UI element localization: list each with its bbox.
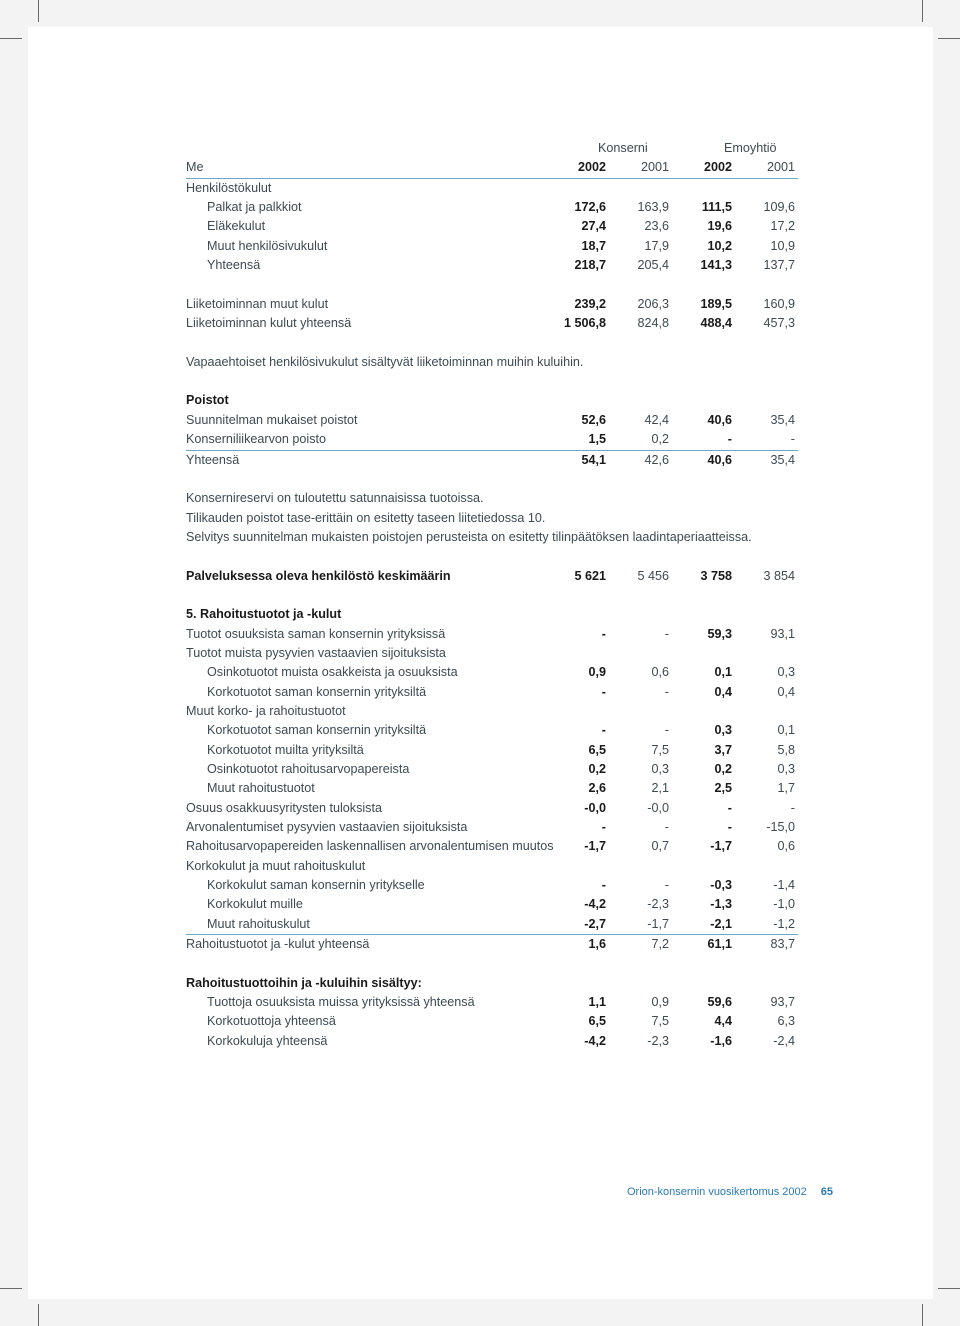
row-label: Korkokulut saman konsernin yritykselle [207,878,425,893]
value-cell: 54,1 [581,452,606,467]
row-label: Liiketoiminnan muut kulut [186,296,329,311]
value-cell: - [601,878,606,893]
year-cell: 2001 [766,160,795,175]
row-label: Osinkotuotot rahoitusarvopapereista [207,762,410,776]
value-cell: 42,6 [644,452,669,467]
value-cell: 0,2 [588,762,606,776]
table-row [186,411,798,430]
row-label: Suunnitelman mukaiset poistot [186,412,358,427]
row-label: Rahoitusarvopapereiden laskennallisen arvonalentumisen muutos [186,839,554,854]
value-cell: 0,3 [714,723,732,738]
value-cell: 27,4 [581,219,606,234]
row-label: Yhteensä [207,258,261,273]
value-cell: 7,5 [651,1014,669,1029]
row-label: Tuottoja osuuksista muissa yrityksissä yhteensä [207,995,475,1010]
value-cell: -1,7 [647,916,669,931]
value-cell: - [664,684,669,699]
value-cell: 6,3 [777,1014,795,1029]
value-cell: - [727,800,732,815]
subsection-heading [186,644,798,663]
value-cell: 239,2 [574,296,606,311]
value-cell: 4,4 [714,1014,732,1029]
table-row [186,663,798,682]
unit-label: Me [186,160,204,175]
value-cell: -1,3 [710,897,732,912]
value-cell: -0,0 [584,800,606,815]
table-row [186,837,798,856]
value-cell: 19,6 [707,219,732,234]
value-cell: -1,4 [773,878,795,893]
row-label: Tilikauden poistot tase-erittäin on esitetty taseen liitetiedossa 10. [186,510,546,525]
row-label: Vapaaehtoiset henkilösivukulut sisältyvät liiketoiminnan muihin kuluihin. [186,354,584,369]
value-cell: 218,7 [574,258,606,273]
value-cell: 1,1 [588,995,606,1010]
section-heading [186,605,798,624]
value-cell: 5 456 [637,568,669,583]
table-row [186,217,798,236]
table-row [186,295,798,314]
value-cell: 457,3 [763,316,795,331]
year-cell: 2002 [703,160,732,175]
row-label: Muut korko- ja rahoitustuotot [186,703,346,718]
table-row [186,876,798,895]
row-label: 5. Rahoitustuotot ja -kulut [186,607,342,622]
value-cell: 141,3 [700,258,732,273]
table-row [186,683,798,702]
value-cell: -0,0 [647,800,669,815]
value-cell: 0,2 [651,432,669,447]
value-cell: -0,3 [710,878,732,893]
value-cell: 1,6 [588,937,606,952]
value-cell: 17,9 [644,238,669,253]
value-cell: 10,9 [770,238,795,253]
table-row [186,625,798,644]
row-label: Osuus osakkuusyritysten tuloksista [186,800,382,815]
value-cell: -2,1 [710,916,732,931]
value-cell: 3,7 [714,742,732,757]
column-group-header [186,139,798,158]
table-row [186,895,798,914]
table-row [186,721,798,740]
section-heading [186,974,798,993]
crop-mark [922,0,923,22]
value-cell: -1,2 [773,916,795,931]
row-label: Korkotuottoja yhteensä [207,1014,336,1029]
group-emoyhtio: Emoyhtiö [724,141,777,155]
value-cell: 0,2 [714,762,732,776]
row-label: Palveluksessa oleva henkilöstö keskimäärin [186,568,451,583]
crop-mark [922,1304,923,1326]
crop-mark [38,0,39,22]
value-cell: 17,2 [770,219,795,234]
value-cell: 1,7 [777,781,795,796]
row-label: Korkotuotot saman konsernin yrityksiltä [207,723,427,738]
note-text [186,509,798,528]
table-row [186,237,798,256]
value-cell: 1 506,8 [563,316,606,331]
value-cell: 18,7 [581,238,606,253]
value-cell: 52,6 [581,412,606,427]
value-cell: 163,9 [637,200,669,215]
row-label: Selvitys suunnitelman mukaisten poistojen perusteista on esitetty tilinpäätöksen laadintaperiaatteissa. [186,529,752,544]
value-cell: 93,1 [770,626,795,641]
value-cell: - [790,432,795,447]
row-label: Eläkekulut [207,219,266,234]
value-cell: - [601,626,606,641]
value-cell: 93,7 [770,995,795,1010]
value-cell: 488,4 [700,316,732,331]
table-row [186,915,798,935]
table-row [186,799,798,818]
value-cell: -2,4 [773,1033,795,1048]
value-cell: 10,2 [707,238,732,253]
value-cell: - [601,723,606,738]
section-heading [186,179,798,198]
row-label: Muut rahoitustuotot [207,781,315,796]
row-label: Muut henkilösivukulut [207,238,328,253]
crop-mark [0,1288,22,1289]
table-row [186,1012,798,1031]
value-cell: 0,9 [588,665,606,680]
row-label: Arvonalentumiset pysyvien vastaavien sijoituksista [186,820,468,835]
value-cell: 0,1 [714,665,732,680]
row-label: Rahoitustuottoihin ja -kuluihin sisältyy: [186,975,422,990]
value-cell: - [601,684,606,699]
value-cell: -1,7 [584,839,606,854]
value-cell: 2,1 [651,781,669,796]
crop-mark [938,38,960,39]
value-cell: 0,4 [777,684,795,699]
table-row [186,818,798,837]
value-cell: 59,6 [707,995,732,1010]
note-text [186,353,798,372]
value-cell: 5,8 [777,742,795,757]
value-cell: 7,2 [651,937,669,952]
value-cell: 0,9 [651,995,669,1010]
table-row [186,760,798,779]
value-cell: - [790,800,795,815]
row-label: Konsernireservi on tuloutettu satunnaisissa tuotoissa. [186,491,484,506]
value-cell: 3 758 [700,568,732,583]
note-text [186,489,798,508]
publication-title: Orion-konsernin vuosikertomus 2002 [627,1186,807,1198]
value-cell: 206,3 [637,296,669,311]
value-cell: -1,7 [710,839,732,854]
table-row [186,198,798,217]
row-label: Konserniliikearvon poisto [186,432,327,447]
group-konserni: Konserni [598,141,648,155]
value-cell: 2,6 [588,781,606,796]
row-label: Tuotot osuuksista saman konsernin yrityksissä [186,626,446,641]
year-cell: 2002 [577,160,606,175]
page-number: 65 [820,1186,834,1198]
value-cell: - [664,820,669,835]
value-cell: 0,6 [651,665,669,680]
value-cell: 0,4 [714,684,732,699]
value-cell: 6,5 [588,1014,606,1029]
row-label: Osinkotuotot muista osakkeista ja osuuksista [207,665,458,680]
crop-mark [938,1288,960,1289]
table-row [186,779,798,798]
row-label: Liiketoiminnan kulut yhteensä [186,316,352,331]
row-label: Henkilöstökulut [186,180,272,195]
value-cell: 205,4 [637,258,669,273]
value-cell: 42,4 [644,412,669,427]
value-cell: 83,7 [770,937,795,952]
value-cell: 137,7 [763,258,795,273]
value-cell: 189,5 [700,296,732,311]
value-cell: 5 621 [574,568,606,583]
value-cell: 6,5 [588,742,606,757]
value-cell: 2,5 [714,781,732,796]
value-cell: - [664,878,669,893]
row-label: Korkokulut ja muut rahoituskulut [186,858,366,873]
value-cell: 3 854 [763,568,795,583]
value-cell: - [664,723,669,738]
value-cell: 824,8 [637,316,669,331]
value-cell: 0,3 [651,762,669,776]
subsection-heading [186,702,798,721]
total-row [186,935,798,954]
table-row [186,741,798,760]
value-cell: 0,7 [651,839,669,854]
value-cell: 160,9 [763,296,795,311]
value-cell: 40,6 [707,412,732,427]
row-label: Rahoitustuotot ja -kulut yhteensä [186,937,370,952]
value-cell: 172,6 [574,200,606,215]
row-label: Yhteensä [186,452,240,467]
value-cell: -2,3 [647,897,669,912]
table-row [186,314,798,333]
value-cell: 23,6 [644,219,669,234]
value-cell: 35,4 [770,412,795,427]
value-cell: -2,7 [584,916,606,931]
value-cell: 109,6 [763,200,795,215]
crop-mark [38,1304,39,1326]
value-cell: -4,2 [584,1033,606,1048]
value-cell: 40,6 [707,452,732,467]
row-label: Palkat ja palkkiot [207,200,302,215]
row-label: Muut rahoituskulut [207,916,310,931]
year-cell: 2001 [640,160,669,175]
value-cell: 59,3 [707,626,732,641]
value-cell: -1,6 [710,1033,732,1048]
value-cell: 0,1 [777,723,795,738]
value-cell: 35,4 [770,452,795,467]
value-cell: 0,6 [777,839,795,854]
notes-table [186,139,798,1051]
value-cell: 7,5 [651,742,669,757]
value-cell: 1,5 [588,432,606,447]
value-cell: - [727,432,732,447]
value-cell: -4,2 [584,897,606,912]
row-label: Tuotot muista pysyvien vastaavien sijoituksista [186,645,446,660]
value-cell: -15,0 [766,820,795,835]
value-cell: -2,3 [647,1033,669,1048]
note-text [186,528,798,547]
value-cell: - [601,820,606,835]
table-row [186,1032,798,1051]
table-row [186,567,798,586]
table-row [186,993,798,1012]
value-cell: -1,0 [773,897,795,912]
row-label: Korkokuluja yhteensä [207,1033,328,1048]
year-header-row [186,158,798,178]
value-cell: - [727,820,732,835]
value-cell: - [664,626,669,641]
value-cell: 61,1 [707,937,732,952]
row-label: Korkotuotot muilta yrityksiltä [207,742,364,757]
row-label: Korkokulut muille [207,897,303,912]
subsection-heading [186,857,798,876]
table-row [186,451,798,470]
value-cell: 0,3 [777,762,795,776]
page-footer [627,1186,833,1198]
crop-mark [0,38,22,39]
value-cell: 0,3 [777,665,795,680]
value-cell: 111,5 [701,200,732,215]
section-heading [186,391,798,410]
table-row [186,430,798,450]
row-label: Korkotuotot saman konsernin yrityksiltä [207,684,427,699]
row-label: Poistot [186,393,229,408]
table-row [186,256,798,275]
